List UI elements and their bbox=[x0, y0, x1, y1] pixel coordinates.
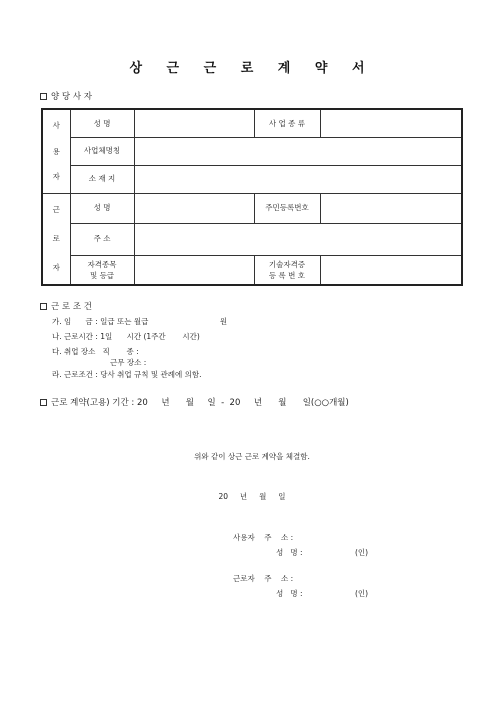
worker-address-signature: 근로자 주 소 : bbox=[233, 574, 294, 583]
business-name-label: 사업체명칭 bbox=[70, 137, 134, 165]
conditions-section-heading bbox=[40, 303, 92, 312]
worker-address-label: 주 소 bbox=[70, 223, 134, 255]
qualification-label-line: 자격종목 bbox=[87, 259, 117, 269]
resident-no-label: 주민등록번호 bbox=[254, 193, 320, 223]
side-char: 근 bbox=[52, 204, 60, 214]
tech-cert-label bbox=[254, 255, 320, 285]
table-row bbox=[42, 193, 462, 223]
contract-date: 20 년 월 일 bbox=[218, 492, 286, 501]
closing-statement: 위와 같이 상근 근로 계약을 체결함. bbox=[194, 452, 310, 461]
condition-terms: 라. 근로조건 : 당사 취업 규칙 및 관례에 의함. bbox=[52, 370, 202, 379]
worker-name-signature: 성 명 : bbox=[276, 589, 303, 598]
worker-name-field[interactable] bbox=[134, 193, 254, 223]
square-bullet-icon bbox=[40, 303, 47, 310]
employer-seal: (인) bbox=[355, 548, 369, 557]
worker-side-label bbox=[42, 193, 70, 285]
table-row bbox=[42, 165, 462, 193]
table-row bbox=[42, 223, 462, 255]
party-table bbox=[41, 108, 463, 286]
condition-hours: 나. 근로시간 : 1일 시간 (1주간 시간) bbox=[52, 332, 200, 341]
tech-cert-label-line: 기술자격증 bbox=[268, 259, 306, 269]
qualification-label-line: 및 등급 bbox=[89, 270, 115, 280]
table-row bbox=[42, 255, 462, 285]
document-title: 상 근 근 로 계 약 서 bbox=[129, 61, 375, 76]
condition-workplace: 다. 취업 장소 직 종 : bbox=[52, 347, 139, 356]
side-char: 용 bbox=[52, 146, 60, 156]
table-row bbox=[42, 109, 462, 137]
side-char: 사 bbox=[52, 121, 60, 131]
side-char: 로 bbox=[52, 234, 60, 244]
business-name-field[interactable] bbox=[134, 137, 462, 165]
condition-wage: 가. 임 금 : 일급 또는 월급 원 bbox=[52, 317, 228, 326]
employer-name-label: 성 명 bbox=[70, 109, 134, 137]
worker-seal: (인) bbox=[355, 589, 369, 598]
contract-period-text: 근로 계약(고용) 기간 : 20 년 월 일 - 20 년 월 일(○○개월) bbox=[51, 398, 349, 408]
table-row bbox=[42, 137, 462, 165]
conditions-section-label: 근 로 조 건 bbox=[51, 302, 92, 312]
party-section-label: 양 당 사 자 bbox=[51, 92, 92, 102]
tech-cert-label-line: 등 록 번 호 bbox=[268, 270, 306, 280]
qualification-field[interactable] bbox=[134, 255, 254, 285]
employer-name-signature: 성 명 : bbox=[276, 548, 303, 557]
side-char: 자 bbox=[52, 171, 60, 181]
employer-side-label bbox=[42, 109, 70, 193]
employer-name-field[interactable] bbox=[134, 109, 254, 137]
resident-no-field[interactable] bbox=[320, 193, 462, 223]
condition-workplace-location: 근무 장소 : bbox=[110, 358, 147, 367]
party-section-heading bbox=[40, 93, 92, 102]
worker-address-field[interactable] bbox=[134, 223, 462, 255]
square-bullet-icon bbox=[40, 399, 47, 406]
qualification-label bbox=[70, 255, 134, 285]
tech-cert-field[interactable] bbox=[320, 255, 462, 285]
square-bullet-icon bbox=[40, 93, 47, 100]
business-type-field[interactable] bbox=[320, 109, 462, 137]
contract-period bbox=[40, 399, 349, 408]
worker-name-label: 성 명 bbox=[70, 193, 134, 223]
employer-address-field[interactable] bbox=[134, 165, 462, 193]
side-char: 자 bbox=[52, 263, 60, 273]
employer-address-label: 소 재 지 bbox=[70, 165, 134, 193]
employer-address-signature: 사용자 주 소 : bbox=[233, 533, 294, 542]
business-type-label: 사 업 종 류 bbox=[254, 109, 320, 137]
